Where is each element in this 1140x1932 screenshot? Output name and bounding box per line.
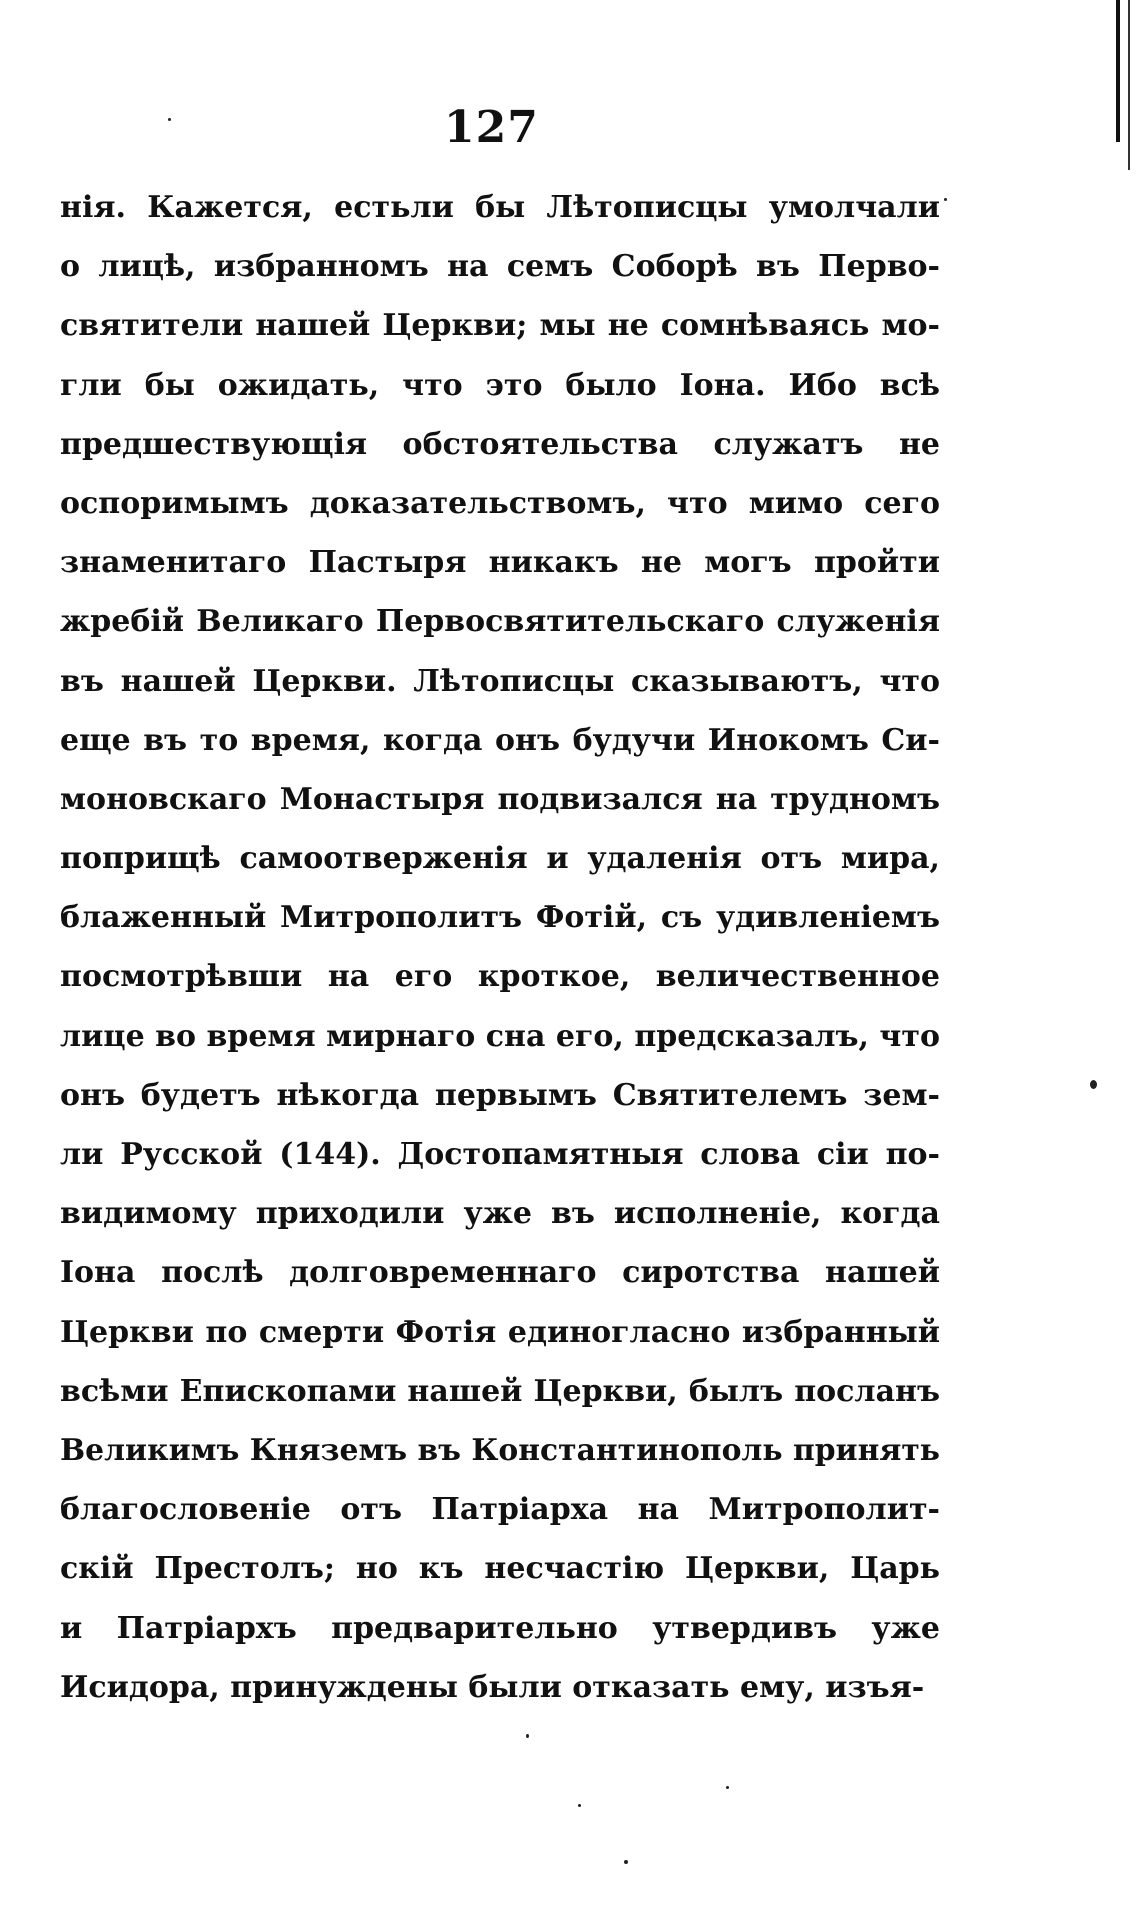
text-line: моновскаго Монастыря подвизался на трудномъ [60, 781, 940, 817]
text-line: Великимъ Княземъ въ Константинополь принять [60, 1432, 940, 1468]
text-line: въ нашей Церкви. Лѣтописцы сказываютъ, что [60, 663, 940, 699]
text-line: о лицѣ, избранномъ на семъ Соборѣ въ Перво- [60, 249, 940, 285]
scan-speck [624, 1860, 628, 1864]
text-line: блаженный Митрополитъ Фотій, съ удивленіемъ [60, 900, 940, 936]
text-line: жребій Великаго Первосвятительскаго служенія [60, 604, 940, 640]
scan-speck [726, 1786, 729, 1789]
scan-speck [944, 198, 947, 201]
text-line: Іона послѣ долговременнаго сиротства нашей [60, 1255, 940, 1291]
scan-speck [526, 1734, 529, 1738]
text-line: Исидора, принуждены были отказать ему, изъя- [60, 1669, 925, 1705]
text-line: еще въ то время, когда онъ будучи Инокомъ Си- [60, 722, 940, 758]
page-edge-line [1128, 0, 1130, 170]
text-line: знаменитаго Пастыря никакъ не могъ пройти [60, 545, 940, 581]
page-number: 127 [444, 102, 539, 153]
text-line: онъ будетъ нѣкогда первымъ Святителемъ зем- [60, 1077, 940, 1113]
text-line: поприщѣ самоотверженія и удаленія отъ мира, [60, 841, 940, 877]
scan-speck [168, 118, 171, 121]
text-line: скій Престолъ; но къ несчастію Церкви, Царь [60, 1551, 940, 1587]
text-line: ли Русской (144). Достопамятныя слова сіи по- [60, 1137, 940, 1172]
text-line: святители нашей Церкви; мы не сомнѣваясь мо- [60, 308, 940, 344]
text-line: посмотрѣвши на его кроткое, величественное [60, 959, 940, 995]
scan-speck [578, 1804, 581, 1807]
text-line: видимому приходили уже въ исполненіе, когда [60, 1196, 940, 1232]
text-line: предшествующія обстоятельства служатъ не [60, 426, 940, 462]
text-line: благословеніе отъ Патріарха на Митрополит- [60, 1492, 940, 1528]
page-edge-shadow [1116, 0, 1120, 142]
scan-speck [1090, 1080, 1097, 1089]
text-line: оспоримымъ доказательствомъ, что мимо сего [60, 485, 940, 521]
text-line: гли бы ожидать, что это было Іона. Ибо всѣ [60, 367, 940, 403]
text-line: и Патріархъ предварительно утвердивъ уже [60, 1610, 940, 1646]
text-line: лице во время мирнаго сна его, предсказалъ, что [60, 1018, 940, 1054]
text-line: нія. Кажется, естьли бы Лѣтописцы умолчали [60, 190, 940, 225]
text-line: Церкви по смерти Фотія единогласно избранный [60, 1314, 940, 1350]
body-text [60, 178, 940, 1717]
text-line: всѣми Епископами нашей Церкви, былъ посланъ [60, 1373, 940, 1409]
